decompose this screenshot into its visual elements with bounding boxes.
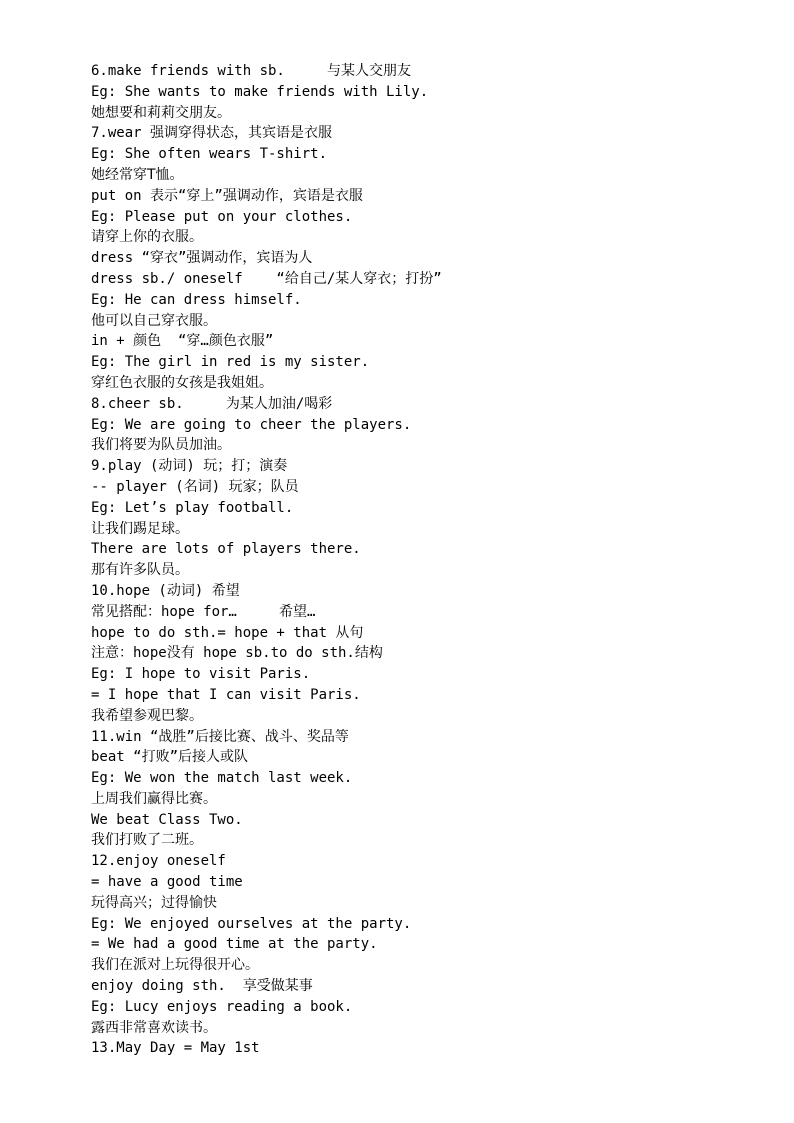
chinese-translation: 请穿上你的衣服。 [91,229,203,246]
example-sentence: Eg: We won the match last week. [91,770,353,787]
usage-note: enjoy doing sth. 享受做某事 [91,978,313,995]
chinese-translation: 那有许多队员。 [91,562,189,579]
example-sentence: We beat Class Two. [91,811,243,828]
usage-note: beat “打败”后接人或队 [91,749,249,766]
section-heading: 13.May Day = May 1st [91,1040,260,1057]
chinese-translation: 我们将要为队员加油。 [91,437,231,454]
example-sentence: Eg: We enjoyed ourselves at the party. [91,915,412,932]
example-sentence: Eg: Let’s play football. [91,499,294,516]
usage-note: 常见搭配：hope for… 希望… [91,603,316,620]
chinese-translation: 让我们踢足球。 [91,520,189,537]
chinese-translation: 我们打败了二班。 [91,832,203,849]
chinese-translation: 她想要和莉莉交朋友。 [91,104,231,121]
section-heading: 8.cheer sb. 为某人加油/喝彩 [91,395,333,412]
example-sentence: Eg: The girl in red is my sister. [91,354,370,371]
document-page [91,61,731,1059]
section-heading: 7.wear 强调穿得状态，其宾语是衣服 [91,125,333,142]
chinese-translation: 她经常穿T恤。 [91,166,184,183]
section-heading: 12.enjoy oneself [91,853,226,870]
usage-note: 注意：hope没有 hope sb.to do sth.结构 [91,645,383,662]
usage-note: dress “穿衣”强调动作，宾语为人 [91,250,313,267]
section-heading: 6.make friends with sb. 与某人交朋友 [91,63,412,79]
chinese-translation: 我希望参观巴黎。 [91,707,203,724]
section-heading: 9.play (动词) 玩；打；演奏 [91,458,288,475]
example-sentence: = I hope that I can visit Paris. [91,686,361,703]
example-sentence: Eg: She wants to make friends with Lily. [91,83,429,100]
example-sentence: Eg: I hope to visit Paris. [91,666,311,683]
section-heading: 11.win “战胜”后接比赛、战斗、奖品等 [91,728,349,745]
chinese-translation: 他可以自己穿衣服。 [91,312,217,329]
example-sentence: = We had a good time at the party. [91,936,378,953]
usage-note: put on 表示“穿上”强调动作，宾语是衣服 [91,187,363,204]
usage-note: dress sb./ oneself “给自己/某人穿衣；打扮” [91,270,442,287]
example-sentence: Eg: She often wears T-shirt. [91,146,328,163]
example-sentence: Eg: He can dress himself. [91,291,302,308]
example-sentence: Eg: We are going to cheer the players. [91,416,412,433]
chinese-translation: 玩得高兴；过得愉快 [91,894,217,911]
example-sentence: Eg: Lucy enjoys reading a book. [91,998,353,1015]
chinese-translation: 露西非常喜欢读书。 [91,1019,217,1036]
usage-note: = have a good time [91,874,243,891]
usage-note: -- player (名词) 玩家；队员 [91,478,299,495]
usage-note: hope to do sth.= hope + that 从句 [91,624,364,641]
example-sentence: There are lots of players there. [91,541,361,558]
usage-note: in + 颜色 “穿…颜色衣服” [91,333,274,350]
chinese-translation: 上周我们赢得比赛。 [91,790,217,807]
section-heading: 10.hope (动词) 希望 [91,582,240,599]
chinese-translation: 穿红色衣服的女孩是我姐姐。 [91,374,273,391]
chinese-translation: 我们在派对上玩得很开心。 [91,957,259,974]
example-sentence: Eg: Please put on your clothes. [91,208,353,225]
